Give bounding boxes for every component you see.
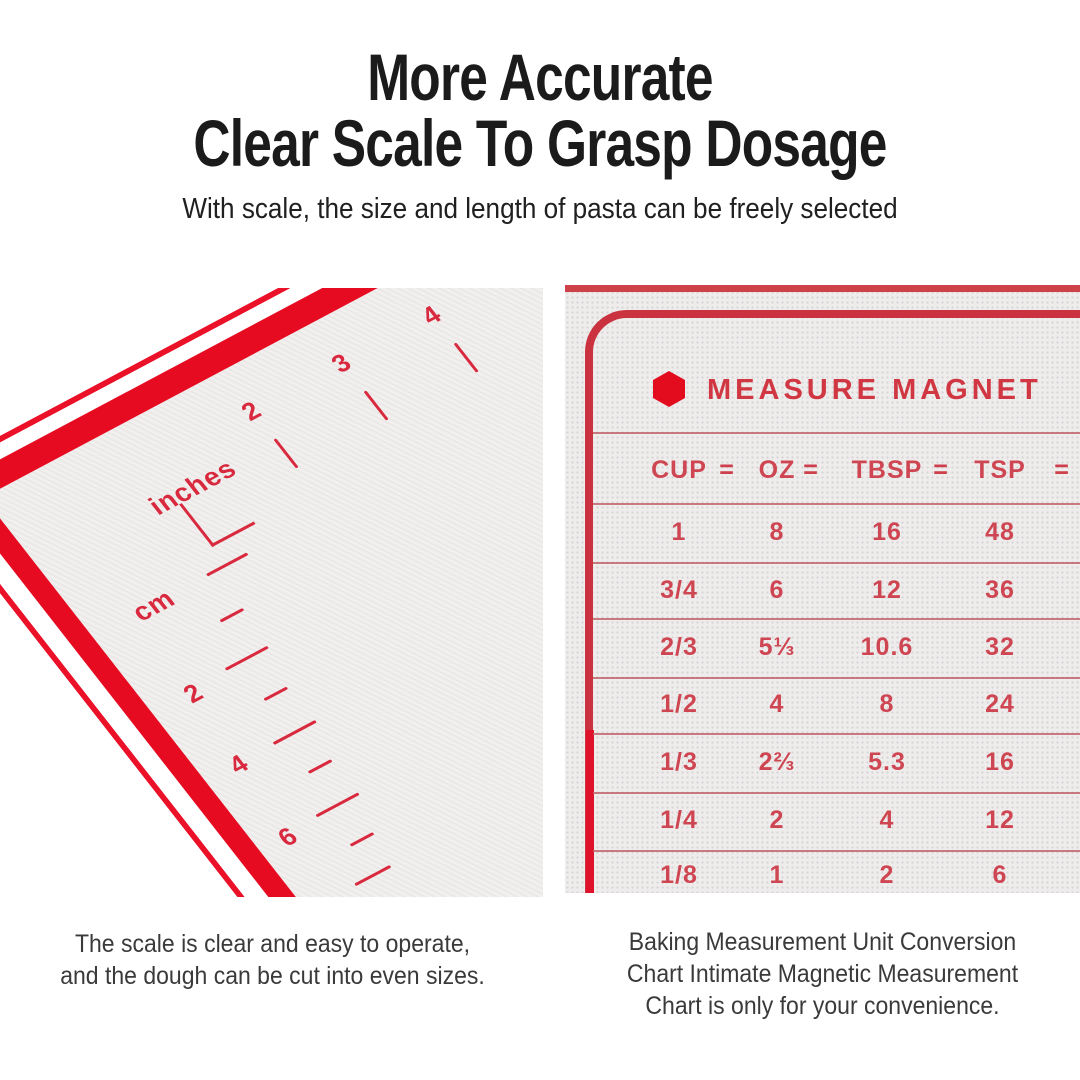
- column-header-oz: OZ: [758, 456, 796, 484]
- cell-cup: 1/4: [660, 806, 698, 834]
- cm-tick-mark: [315, 792, 359, 817]
- cm-tick-mark: [225, 646, 269, 671]
- table-row: [565, 805, 1080, 835]
- row-divider: [593, 618, 1080, 620]
- left-photo-caption: [0, 928, 545, 992]
- cell-tbsp: 8: [879, 690, 895, 718]
- column-header-cup: CUP: [651, 456, 707, 484]
- column-header-tsp: TSP: [974, 456, 1026, 484]
- table-row: [565, 575, 1080, 605]
- inch-tick-label: 2: [235, 395, 267, 427]
- cell-cup: 2/3: [660, 633, 698, 661]
- table-row: [565, 747, 1080, 777]
- cell-cup: 1: [671, 518, 687, 546]
- table-row: [565, 632, 1080, 662]
- header: [0, 40, 1080, 226]
- cell-tsp: 48: [985, 518, 1015, 546]
- cell-tbsp: 2: [879, 861, 895, 889]
- equals-sign: =: [933, 456, 949, 484]
- cell-cup: 1/3: [660, 748, 698, 776]
- cell-tbsp: 12: [872, 576, 902, 604]
- cell-oz: 5⅓: [758, 633, 796, 661]
- cell-oz: 4: [769, 690, 785, 718]
- inches-scale-label: inches: [142, 453, 243, 521]
- equals-sign: =: [803, 456, 819, 484]
- caption-line: Baking Measurement Unit Conversion: [628, 928, 1017, 956]
- equals-sign: =: [719, 456, 735, 484]
- cell-tbsp: 5.3: [868, 748, 906, 776]
- caption-line: The scale is clear and easy to operate,: [74, 930, 471, 958]
- cell-tsp: 16: [985, 748, 1015, 776]
- cm-tick-mark: [354, 865, 391, 886]
- row-divider: [593, 850, 1080, 852]
- cell-tbsp: 10.6: [860, 633, 914, 661]
- cell-cup: 1/8: [660, 861, 698, 889]
- page-title-line2: Clear Scale To Grasp Dosage: [193, 106, 887, 180]
- row-divider: [593, 792, 1080, 794]
- page-title-line1: More Accurate: [367, 40, 713, 114]
- cell-oz: 2⅔: [758, 748, 796, 776]
- mat-top-edge: [565, 285, 1080, 292]
- cm-tick-mark: [263, 687, 288, 702]
- cm-tick-label: 2: [177, 677, 209, 709]
- cell-tsp: 6: [992, 861, 1008, 889]
- row-divider: [593, 432, 1080, 434]
- inch-tick-mark: [364, 390, 389, 420]
- row-divider: [593, 677, 1080, 679]
- inch-tick-mark: [273, 438, 298, 468]
- column-header-tbsp: TBSP: [851, 456, 923, 484]
- cell-tsp: 32: [985, 633, 1015, 661]
- cell-tbsp: 4: [879, 806, 895, 834]
- caption-line: Chart Intimate Magnetic Measurement: [626, 960, 1019, 988]
- baking-mat-surface: [0, 288, 543, 897]
- caption-line: Chart is only for your convenience.: [645, 992, 1000, 1020]
- cm-origin-dash: [206, 552, 248, 576]
- cell-tbsp: 16: [872, 518, 902, 546]
- mat-scale-photo: [0, 288, 543, 897]
- inch-tick-label: 3: [325, 347, 357, 379]
- caption-line: and the dough can be cut into even sizes.: [60, 962, 485, 990]
- cm-scale-label: cm: [126, 583, 182, 627]
- right-photo-caption: [565, 926, 1080, 1022]
- cell-oz: 6: [769, 576, 785, 604]
- chart-brand-title: MEASURE MAGNET: [707, 374, 1042, 406]
- inch-tick-mark: [454, 342, 479, 372]
- cm-tick-mark: [350, 832, 375, 847]
- conversion-chart-photo: [565, 285, 1080, 893]
- cell-tsp: 24: [985, 690, 1015, 718]
- cell-oz: 8: [769, 518, 785, 546]
- cm-tick-label: 6: [271, 821, 304, 852]
- cell-cup: 3/4: [660, 576, 698, 604]
- table-row: [565, 860, 1080, 890]
- cm-tick-mark: [219, 608, 244, 623]
- cm-tick-mark: [273, 720, 317, 745]
- cm-tick-mark: [308, 759, 333, 774]
- table-row: [565, 517, 1080, 547]
- row-divider: [593, 733, 1080, 735]
- cell-oz: 2: [769, 806, 785, 834]
- table-header-row: [565, 455, 1080, 485]
- table-row: [565, 689, 1080, 719]
- equals-sign: =: [1054, 456, 1070, 484]
- row-divider: [593, 562, 1080, 564]
- cm-tick-label: 4: [222, 748, 255, 780]
- cell-tsp: 36: [985, 576, 1015, 604]
- cell-cup: 1/2: [660, 690, 698, 718]
- page-subtitle: With scale, the size and length of pasta can be freely selected: [182, 193, 898, 225]
- inch-tick-label: 4: [415, 299, 447, 331]
- cell-tsp: 12: [985, 806, 1015, 834]
- row-divider: [593, 503, 1080, 505]
- cell-oz: 1: [769, 861, 785, 889]
